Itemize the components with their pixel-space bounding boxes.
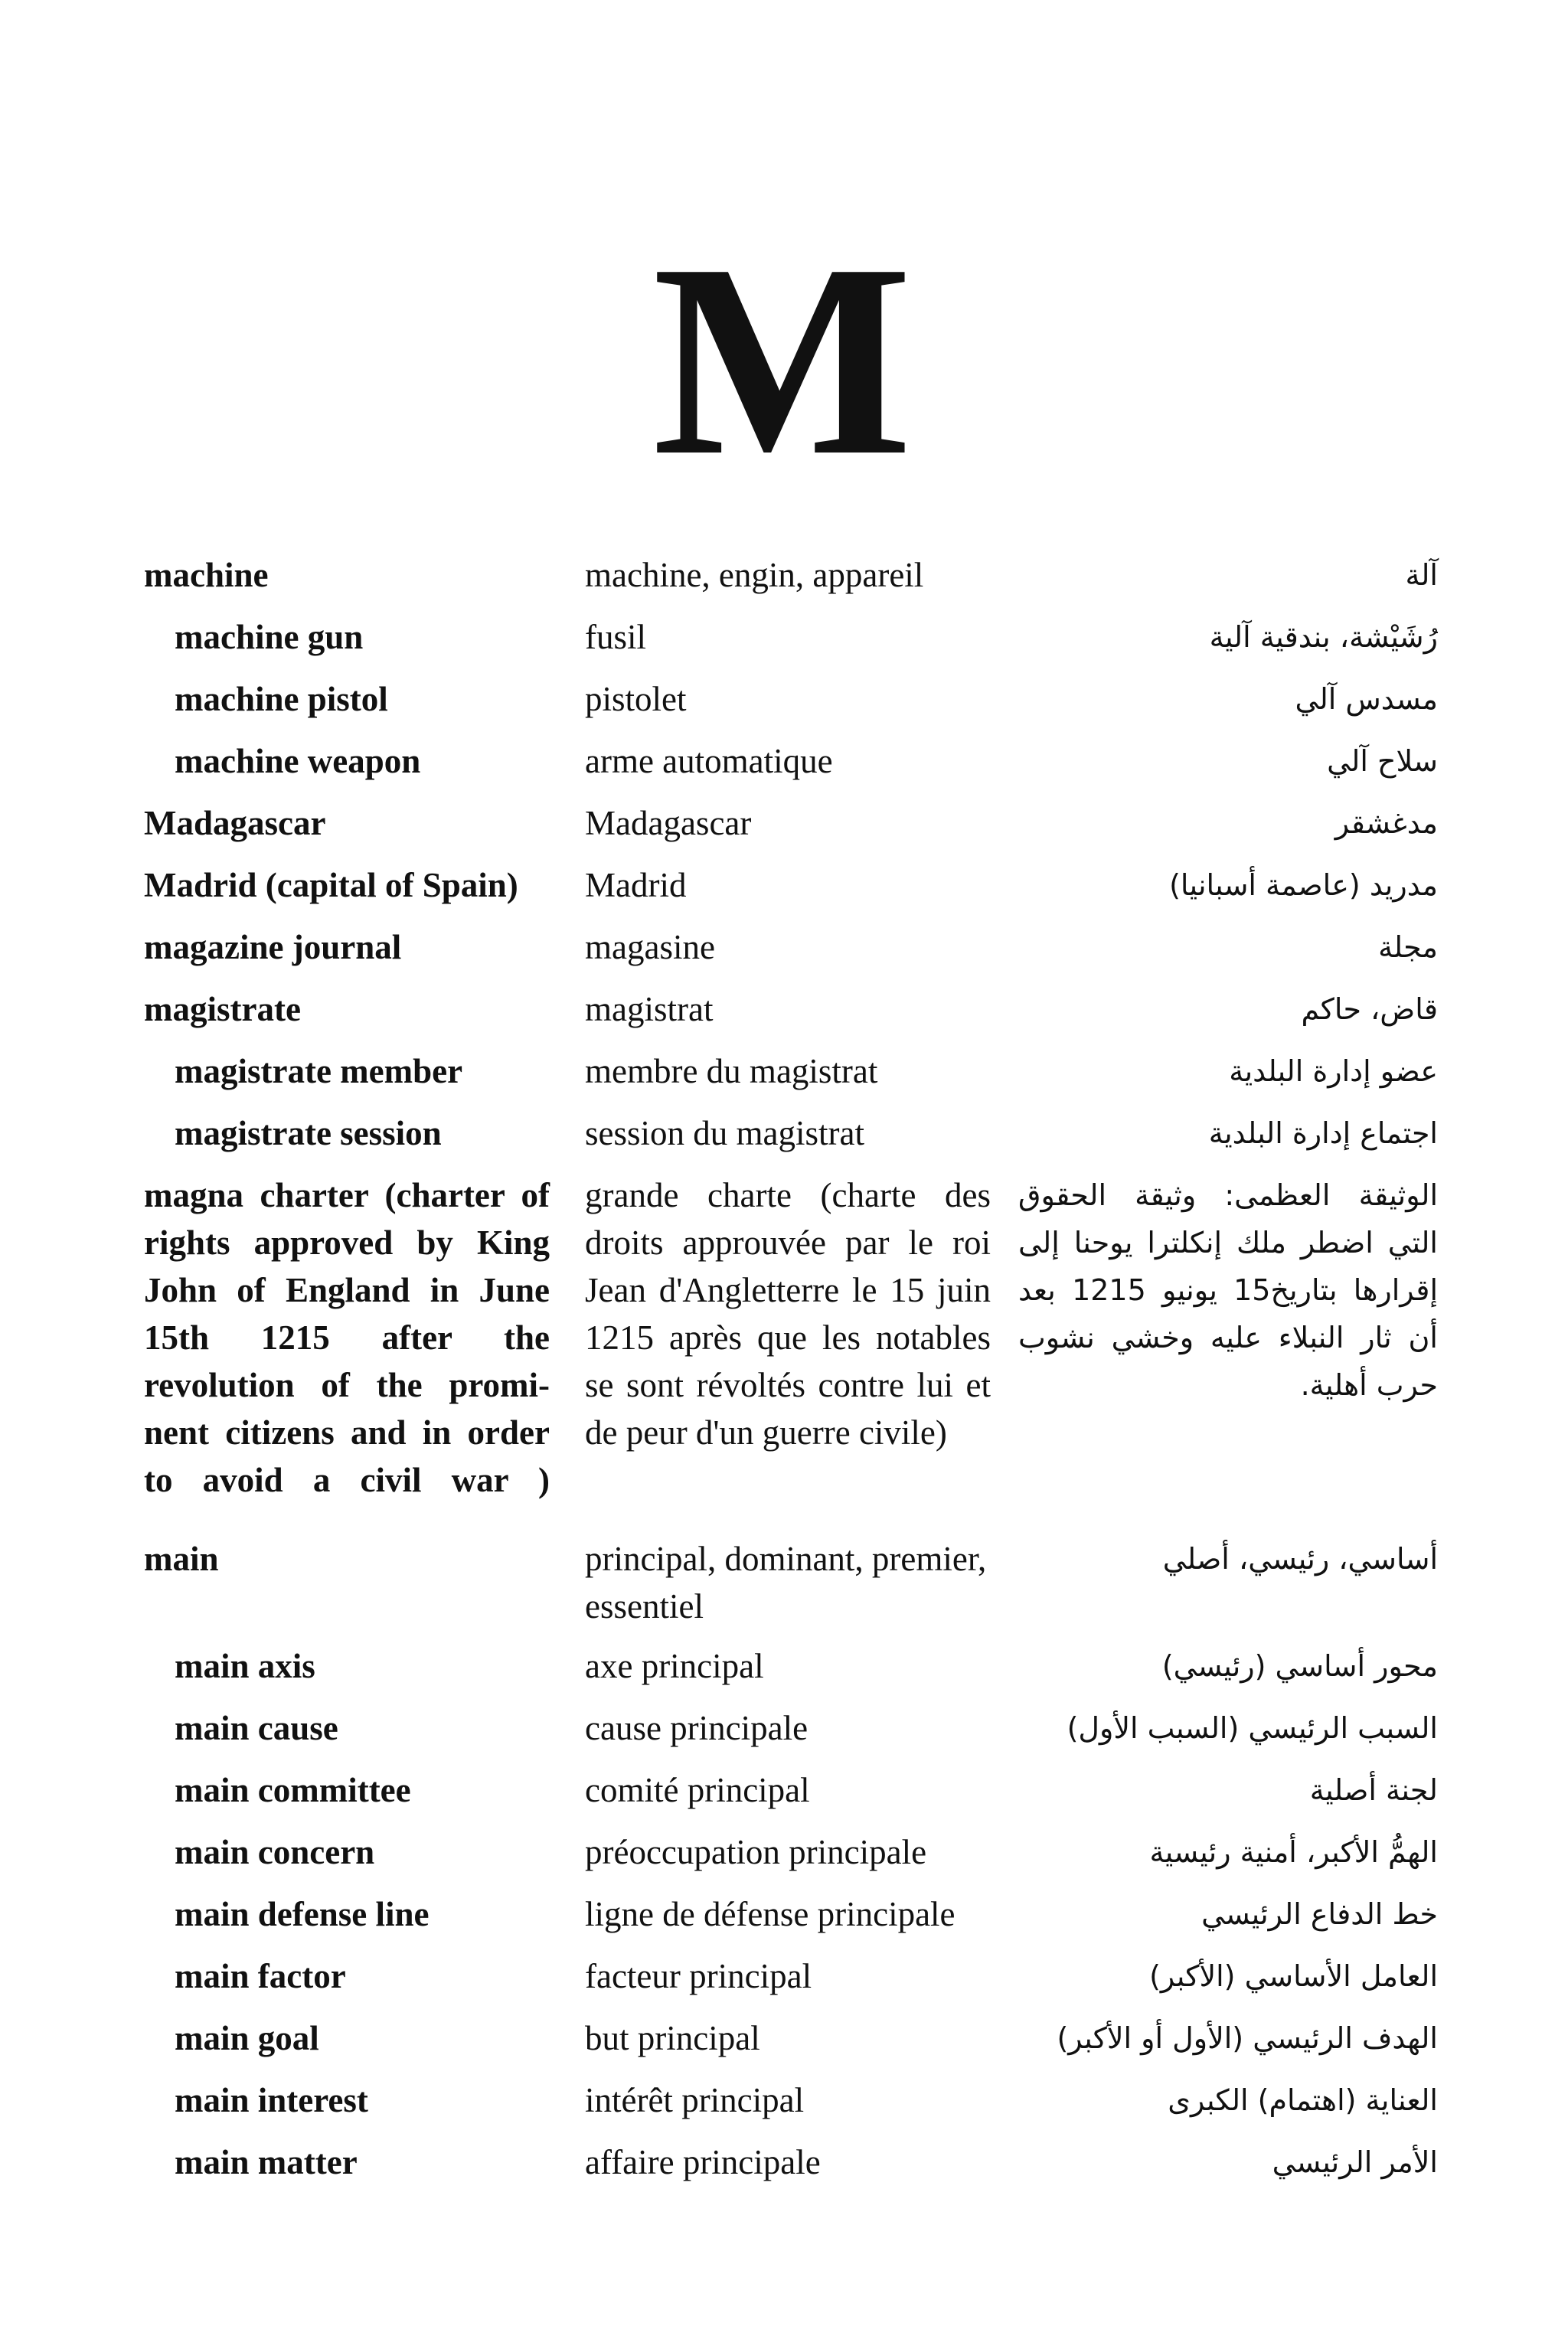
entry-term: main axis bbox=[175, 1647, 315, 1685]
section-letter: M bbox=[652, 207, 916, 512]
entry-arabic: الوثيقة العظمى: وثيقة الحقوق التي اضطر ملك إنكلترا يوحنا إلى إقرارها بتاريخ15 يونيو 1215 بعد أن ثار النبلاء عليه وخشي نشوب حرب أهلية. bbox=[1018, 1178, 1438, 1402]
entry-arabic: العامل الأساسي (الأكبر) bbox=[1149, 1959, 1438, 1993]
entry-french: membre du magistrat bbox=[585, 1052, 878, 1090]
entry-term: magazine journal bbox=[144, 928, 402, 966]
entry-arabic: آلة bbox=[1405, 558, 1438, 592]
entry-arabic: العناية (اهتمام) الكبرى bbox=[1168, 2083, 1438, 2117]
entry-french: arme automatique bbox=[585, 742, 833, 780]
entry-term: magistrate member bbox=[175, 1052, 463, 1090]
entry-arabic: الأمر الرئيسي bbox=[1272, 2145, 1438, 2179]
entry-french: intérêt principal bbox=[585, 2081, 805, 2119]
entry-french: magistrat bbox=[585, 990, 714, 1028]
entry-arabic: اجتماع إدارة البلدية bbox=[1208, 1116, 1438, 1150]
entry-term bbox=[144, 1171, 550, 1504]
entry-arabic: لجنة أصلية bbox=[1309, 1773, 1438, 1807]
entry-arabic: عضو إدارة البلدية bbox=[1229, 1054, 1438, 1088]
entry-arabic: مسدس آلي bbox=[1295, 682, 1438, 716]
entry-term: main factor bbox=[175, 1957, 346, 1995]
entry-term: Madrid (capital of Spain) bbox=[144, 866, 518, 904]
entry-term: main interest bbox=[175, 2081, 368, 2119]
entry-term: main concern bbox=[175, 1833, 375, 1871]
entry-french: ligne de défense principale bbox=[585, 1895, 956, 1933]
entry-french: préoccupation principale bbox=[585, 1833, 927, 1871]
entry-arabic: مدريد (عاصمة أسبانيا) bbox=[1169, 868, 1438, 902]
entry-arabic: الهمُّ الأكبر، أمنية رئيسية bbox=[1149, 1835, 1438, 1869]
entry-arabic: أساسي، رئيسي، أصلي bbox=[1162, 1542, 1438, 1576]
entry-arabic: الهدف الرئيسي (الأول أو الأكبر) bbox=[1057, 2021, 1438, 2055]
entry-french: magasine bbox=[585, 928, 715, 966]
entry-term: main defense line bbox=[175, 1895, 430, 1933]
entry-term: main bbox=[144, 1540, 219, 1578]
entry-term: machine gun bbox=[175, 618, 364, 656]
entry-term: main committee bbox=[175, 1771, 411, 1809]
entry-term: machine bbox=[144, 556, 269, 594]
entry-term: machine weapon bbox=[175, 742, 421, 780]
entry-term: main cause bbox=[175, 1709, 338, 1747]
entry-term: main matter bbox=[175, 2143, 358, 2181]
entry-arabic: مجلة bbox=[1378, 930, 1438, 964]
entry-french: session du magistrat bbox=[585, 1114, 864, 1152]
entry-french: facteur principal bbox=[585, 1957, 812, 1995]
entry-french: principal, dominant, premier, essentiel bbox=[585, 1540, 987, 1625]
entry-arabic: محور أساسي (رئيسي) bbox=[1161, 1649, 1438, 1683]
entry-french: machine, engin, appareil bbox=[585, 556, 924, 594]
entry-term: main goal bbox=[175, 2019, 319, 2057]
entry-french: fusil bbox=[585, 618, 647, 656]
entry-french: affaire principale bbox=[585, 2143, 821, 2181]
entry-arabic: مدغشقر bbox=[1334, 806, 1438, 840]
entry-term-last-line: order to avoid a civil war ) bbox=[144, 1413, 550, 1499]
entry-french: comité principal bbox=[585, 1771, 810, 1809]
entry-french: Madrid bbox=[585, 866, 687, 904]
entry-term: magistrate session bbox=[175, 1114, 442, 1152]
entry-arabic: رُشَيْشة، بندقية آلية bbox=[1209, 620, 1438, 654]
entry-french: cause principale bbox=[585, 1709, 808, 1747]
entry-french: but principal bbox=[585, 2019, 760, 2057]
entry-arabic: سلاح آلي bbox=[1327, 744, 1438, 778]
entry-term: machine pistol bbox=[175, 680, 388, 718]
entry-french: pistolet bbox=[585, 680, 687, 718]
entry-term: Madagascar bbox=[144, 804, 326, 842]
entry-arabic: قاض، حاكم bbox=[1301, 992, 1438, 1026]
entry-french: grande charte (charte des droits approuvée par le roi Jean d'Angletterre le 15 juin 1215 après que les notables se sont révoltés contre lui et de peur d'un guerre civile) bbox=[585, 1176, 991, 1452]
entry-arabic: السبب الرئيسي (السبب الأول) bbox=[1067, 1711, 1438, 1745]
entry-french: Madagascar bbox=[585, 804, 752, 842]
entry-arabic: خط الدفاع الرئيسي bbox=[1201, 1897, 1438, 1931]
entry-term-text: magna charter (charter of rights approved by King John of England in June 15th 1215 after the revolution of the promi- nent citizens and in bbox=[144, 1176, 550, 1452]
entry-french: axe principal bbox=[585, 1647, 764, 1685]
entry-term: magistrate bbox=[144, 990, 301, 1028]
